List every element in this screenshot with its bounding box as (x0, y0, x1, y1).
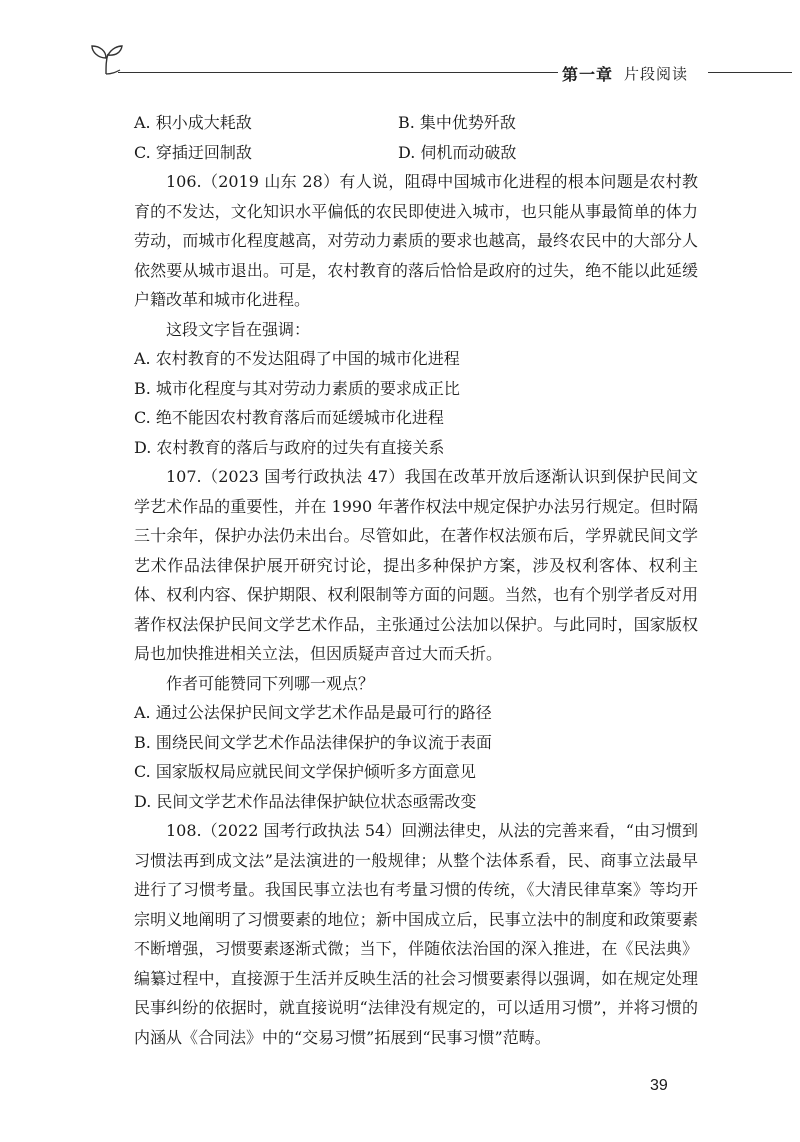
question-106-option-d: D. 农村教育的落后与政府的过失有直接关系 (134, 437, 445, 457)
sprout-icon (88, 42, 124, 76)
prev-option-a: A. 积小成大耗敌 (134, 113, 252, 132)
question-106-option-a: A. 农村教育的不发达阻碍了中国的城市化进程 (134, 349, 460, 368)
question-106-stem: 106.（2019 山东 28）有人说，阻碍中国城市化进程的根本问题是农村教育的不发达，文化知识水平偏低的农民即使进入城市，也只能从事最简单的体力劳动，而城市化程度越高，对劳动力素质的要求也越高，最终农民中的大部分人依然要从城市退出。可是，农村教育的落后恰恰是政府的过失，绝不能以此延缓户籍改革和城市化进程。 (134, 172, 698, 309)
question-108-stem: 108.（2022 国考行政执法 54）回溯法律史，从法的完善来看，“由习惯到习惯法再到成文法”是法演进的一般规律；从整个法体系看，民、商事立法最早进行了习惯考量。我国民事立法也有考量习惯的传统，《大清民律草案》等均开宗明义地阐明了习惯要素的地位；新中国成立后，民事立法中的制度和政策要素不断增强，习惯要素逐渐式微；当下，伴随依法治国的深入推进，在《民法典》编纂过程中，直接源于生活并反映生活的社会习惯要素得以强调，如在规定处理民事纠纷的依据时，就直接说明“法律没有规定的，可以适用习惯”，并将习惯的内涵从《合同法》中的“交易习惯”拓展到“民事习惯”范畴。 (134, 821, 698, 1047)
header-rule-right (708, 72, 792, 73)
section-title: 片段阅读 (624, 65, 689, 83)
prev-option-c: C. 穿插迂回制敌 (134, 142, 252, 162)
question-106-prompt: 这段文字旨在强调： (166, 319, 311, 339)
chapter-title: 第一章 (562, 65, 614, 84)
question-106-option-b: B. 城市化程度与其对劳动力素质的要求成正比 (134, 378, 460, 398)
prev-options-row (134, 108, 698, 138)
question-107-option-d: D. 民间文学艺术作品法律保护缺位状态亟需改变 (134, 791, 477, 811)
prev-options-row (134, 138, 698, 168)
page-number: 39 (650, 1077, 668, 1094)
header-rule-left (118, 72, 558, 73)
question-107-option-a: A. 通过公法保护民间文学艺术作品是最可行的路径 (134, 703, 492, 722)
question-106-option-c: C. 绝不能因农村教育落后而延缓城市化进程 (134, 408, 444, 427)
question-107-option-b: B. 围绕民间文学艺术作品法律保护的争议流于表面 (134, 732, 492, 752)
question-107-prompt: 作者可能赞同下列哪一观点？ (166, 673, 375, 693)
page-header (0, 0, 800, 100)
prev-option-d: D. 伺机而动破敌 (398, 142, 517, 162)
question-107-stem: 107.（2023 国考行政执法 47）我国在改革开放后逐渐认识到保护民间文学艺术作品的重要性，并在 1990 年著作权法中规定保护办法另行规定。但时隔三十余年，保护办法仍未出台。尽管如此，在著作权法颁布后，学界就民间文学艺术作品法律保护展开研究讨论，提出多种保护方案，涉及权利客体、权利主体、权利内容、保护期限、权利限制等方面的问题。当然，也有个别学者反对用著作权法保护民间文学艺术作品，主张通过公法加以保护。与此同时，国家版权局也加快推进相关立法，但因质疑声音过大而夭折。 (134, 467, 698, 663)
prev-option-b: B. 集中优势歼敌 (398, 113, 516, 132)
page-body (134, 108, 698, 1052)
question-107-option-c: C. 国家版权局应就民间文学保护倾听多方面意见 (134, 762, 476, 781)
